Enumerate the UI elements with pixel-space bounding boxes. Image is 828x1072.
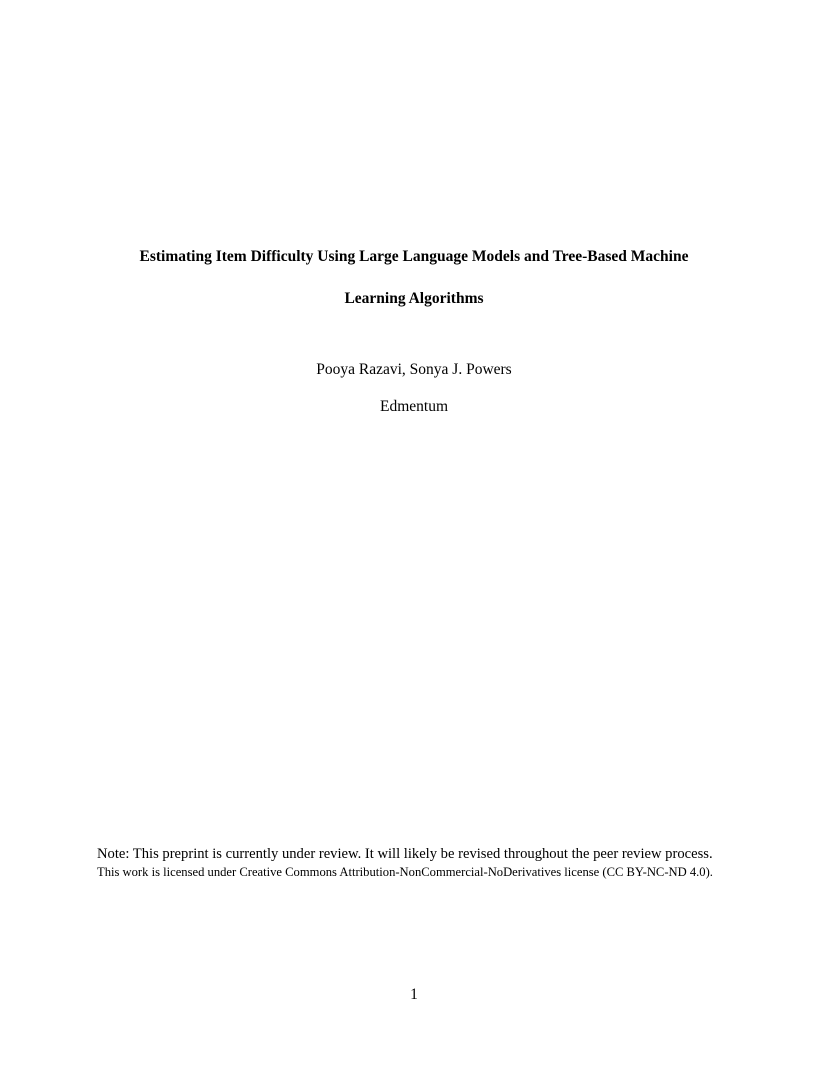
license-note: This work is licensed under Creative Commons Attribution-NonCommercial-NoDerivatives license (CC BY-NC-ND 4.0). <box>97 865 713 879</box>
paper-title <box>96 246 732 309</box>
preprint-note <box>97 846 737 881</box>
review-note: Note: This preprint is currently under review. It will likely be revised throughout the peer review process. <box>97 846 713 862</box>
page-number: 1 <box>410 986 418 1003</box>
title-line-2: Learning Algorithms <box>344 290 484 307</box>
title-line-1: Estimating Item Difficulty Using Large Language Models and Tree-Based Machine <box>139 248 689 265</box>
affiliation: Edmentum <box>379 398 449 415</box>
author-list: Pooya Razavi, Sonya J. Powers <box>316 361 512 378</box>
